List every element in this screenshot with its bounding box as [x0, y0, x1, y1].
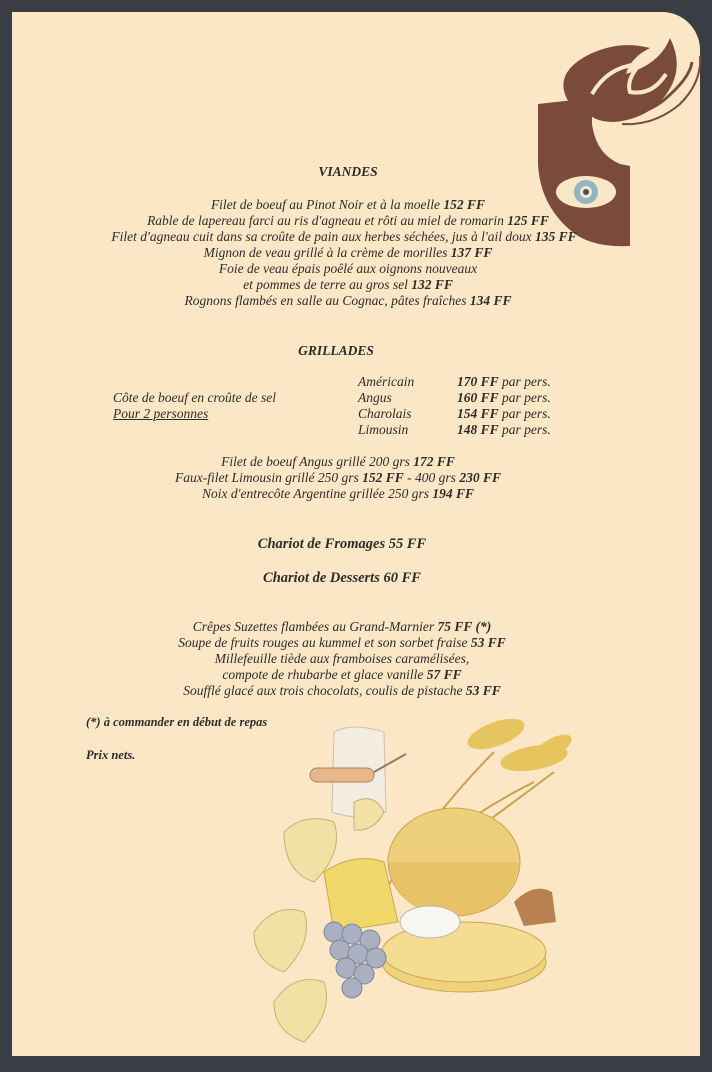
breed-name: Charolais: [358, 406, 412, 421]
price-unit: par pers.: [498, 406, 551, 421]
price-unit: par pers.: [498, 374, 551, 389]
chariot-desserts: Chariot de Desserts 60 FF: [263, 570, 421, 586]
price-value: 170 FF: [457, 374, 499, 389]
menu-page: [12, 12, 700, 1056]
dish-price: 230 FF: [459, 470, 501, 485]
dish-price: 134 FF: [469, 293, 512, 308]
dish-name: Mignon de veau grillé à la crème de morilles: [203, 245, 451, 260]
dish-price: 132 FF: [411, 277, 453, 292]
viandes-item: [12, 197, 684, 213]
dish-price: 57 FF: [426, 667, 462, 682]
breed-price: [457, 390, 551, 406]
dish-name: Filet d'agneau cuit dans sa croûte de pain aux herbes séchées, jus à l'ail doux: [111, 229, 536, 244]
viandes-item: [12, 261, 684, 277]
breed-price: [457, 374, 551, 390]
dish-price: 53 FF: [470, 635, 506, 650]
dish-price: 172 FF: [413, 454, 455, 469]
viandes-item: [8, 229, 680, 245]
price-value: 148 FF: [457, 422, 499, 437]
dish-name: - 400 grs: [403, 470, 460, 485]
pour-2-personnes-label: Pour 2 personnes: [113, 406, 209, 421]
grillades-heading: GRILLADES: [298, 343, 374, 358]
breed-name: Angus: [358, 390, 392, 405]
dish-name: Rable de lapereau farci au ris d'agneau et rôti au miel de romarin: [147, 213, 508, 228]
dish-name: Faux-filet Limousin grillé 250 grs: [175, 470, 363, 485]
dish-name: compote de rhubarbe et glace vanille: [222, 667, 427, 682]
dish-price: 125 FF: [507, 213, 549, 228]
price-unit: par pers.: [498, 390, 551, 405]
prix-nets: Prix nets.: [86, 748, 136, 762]
dish-price: 152 FF: [362, 470, 404, 485]
dish-price: 53 FF: [465, 683, 501, 698]
dessert-item: [6, 619, 678, 635]
dish-name: Filet de boeuf Angus grillé 200 grs: [221, 454, 414, 469]
price-unit: par pers.: [498, 422, 551, 437]
dish-name: Noix d'entrecôte Argentine grillée 250 grs: [202, 486, 433, 501]
breed-name: Limousin: [358, 422, 409, 437]
dish-price: 152 FF: [443, 197, 486, 212]
note-commander: (*) à commander en début de repas: [86, 715, 268, 729]
dish-name: Soufflé glacé aux trois chocolats, coulis de pistache: [183, 683, 466, 698]
viandes-item: [12, 245, 684, 261]
dish-price: 194 FF: [432, 486, 474, 501]
viandes-item: [12, 293, 684, 309]
breed-price: [457, 422, 551, 438]
grillade-item: [2, 470, 674, 486]
dish-name: Foie de veau épais poêlé aux oignons nouveaux: [218, 261, 478, 276]
dish-name: et pommes de terre au gros sel: [243, 277, 412, 292]
dessert-item: [6, 683, 678, 699]
grillade-item: [2, 454, 674, 470]
dish-name: Soupe de fruits rouges au kummel et son sorbet fraise: [178, 635, 471, 650]
dish-price: 135 FF: [535, 229, 577, 244]
cheese-still-life-illustration: [234, 712, 634, 1072]
chariot-fromages: Chariot de Fromages 55 FF: [257, 536, 427, 552]
dish-name: Rognons flambés en salle au Cognac, pâtes fraîches: [184, 293, 470, 308]
dessert-item: [6, 651, 678, 667]
breed-price: [457, 406, 551, 422]
breed-name: Américain: [358, 374, 415, 389]
dish-name: Filet de boeuf au Pinot Noir et à la moelle: [210, 197, 444, 212]
dish-name: Crêpes Suzettes flambées au Grand-Marnier: [192, 619, 438, 634]
viandes-item: [12, 277, 684, 293]
price-value: 160 FF: [457, 390, 499, 405]
viandes-item: [12, 213, 684, 229]
dish-price: 137 FF: [450, 245, 493, 260]
dessert-item: [6, 667, 678, 683]
cote-de-boeuf-label: Côte de boeuf en croûte de sel: [113, 390, 276, 405]
dish-price: 75 FF (*): [437, 619, 492, 634]
grillade-item: [2, 486, 674, 502]
dessert-item: [6, 635, 678, 651]
viandes-heading: VIANDES: [318, 164, 378, 179]
dish-name: Millefeuille tiède aux framboises caramélisées,: [214, 651, 470, 666]
price-value: 154 FF: [457, 406, 499, 421]
